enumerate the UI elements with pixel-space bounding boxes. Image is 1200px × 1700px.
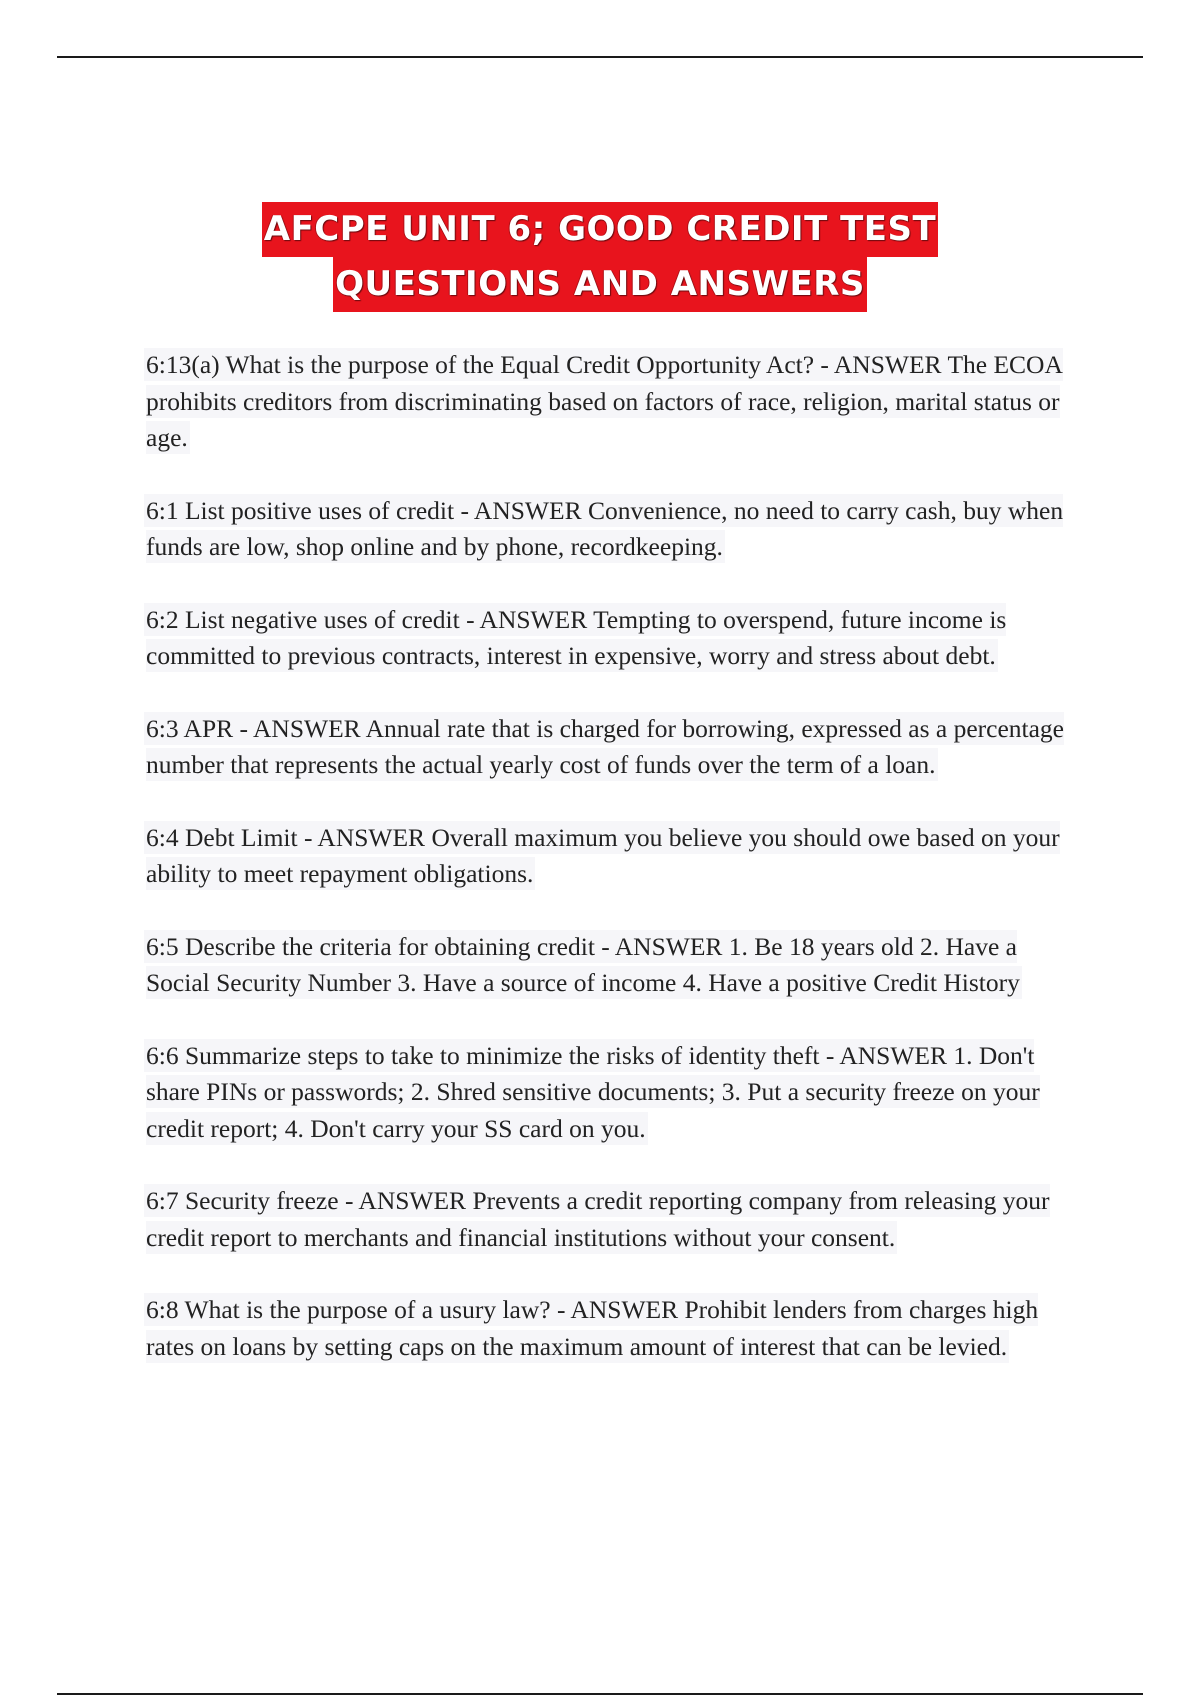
qa-item-6-4	[146, 820, 1066, 893]
qa-list	[146, 347, 1066, 1401]
qa-item-text: 6:5 Describe the criteria for obtaining credit - ANSWER 1. Be 18 years old 2. Have a Social Security Number 3. Have a source of income 4. Have a positive Credit History	[146, 931, 1020, 997]
qa-item-text: 6:7 Security freeze - ANSWER Prevents a credit reporting company from releasing your credit report to merchants and financial institutions without your consent.	[146, 1186, 1050, 1252]
qa-item-6-3	[146, 711, 1066, 784]
qa-item-6-8	[146, 1292, 1066, 1365]
bottom-divider	[57, 1693, 1143, 1695]
title-line-1: AFCPE UNIT 6; GOOD CREDIT TEST	[262, 202, 938, 257]
qa-item-text: 6:4 Debt Limit - ANSWER Overall maximum you believe you should owe based on your ability to meet repayment obligations.	[146, 822, 1060, 888]
qa-item-6-7	[146, 1183, 1066, 1256]
qa-item-6-2	[146, 602, 1066, 675]
qa-item-6-13a	[146, 347, 1066, 457]
qa-item-6-1	[146, 493, 1066, 566]
qa-item-text: 6:3 APR - ANSWER Annual rate that is charged for borrowing, expressed as a percentage number that represents the actual yearly cost of funds over the term of a loan.	[146, 713, 1064, 779]
qa-item-text: 6:8 What is the purpose of a usury law? - ANSWER Prohibit lenders from charges high rates on loans by setting caps on the maximum amount of interest that can be levied.	[146, 1295, 1039, 1361]
qa-item-text: 6:13(a) What is the purpose of the Equal Credit Opportunity Act? - ANSWER The ECOA prohibits creditors from discriminating based on factors of race, religion, marital status or age.	[146, 350, 1063, 452]
qa-item-text: 6:2 List negative uses of credit - ANSWER Tempting to overspend, future income is committed to previous contracts, interest in expensive, worry and stress about debt.	[146, 604, 1007, 670]
qa-item-6-6	[146, 1038, 1066, 1148]
qa-item-text: 6:1 List positive uses of credit - ANSWER Convenience, no need to carry cash, buy when funds are low, shop online and by phone, recordkeeping.	[146, 495, 1064, 561]
document-title	[0, 202, 1200, 312]
top-divider	[57, 56, 1143, 58]
qa-item-text: 6:6 Summarize steps to take to minimize the risks of identity theft - ANSWER 1. Don't share PINs or passwords; 2. Shred sensitive documents; 3. Put a security freeze on your credit report; 4. Don't carry your SS card on you.	[146, 1040, 1040, 1143]
qa-item-6-5	[146, 929, 1066, 1002]
title-line-2: QUESTIONS AND ANSWERS	[333, 257, 867, 312]
